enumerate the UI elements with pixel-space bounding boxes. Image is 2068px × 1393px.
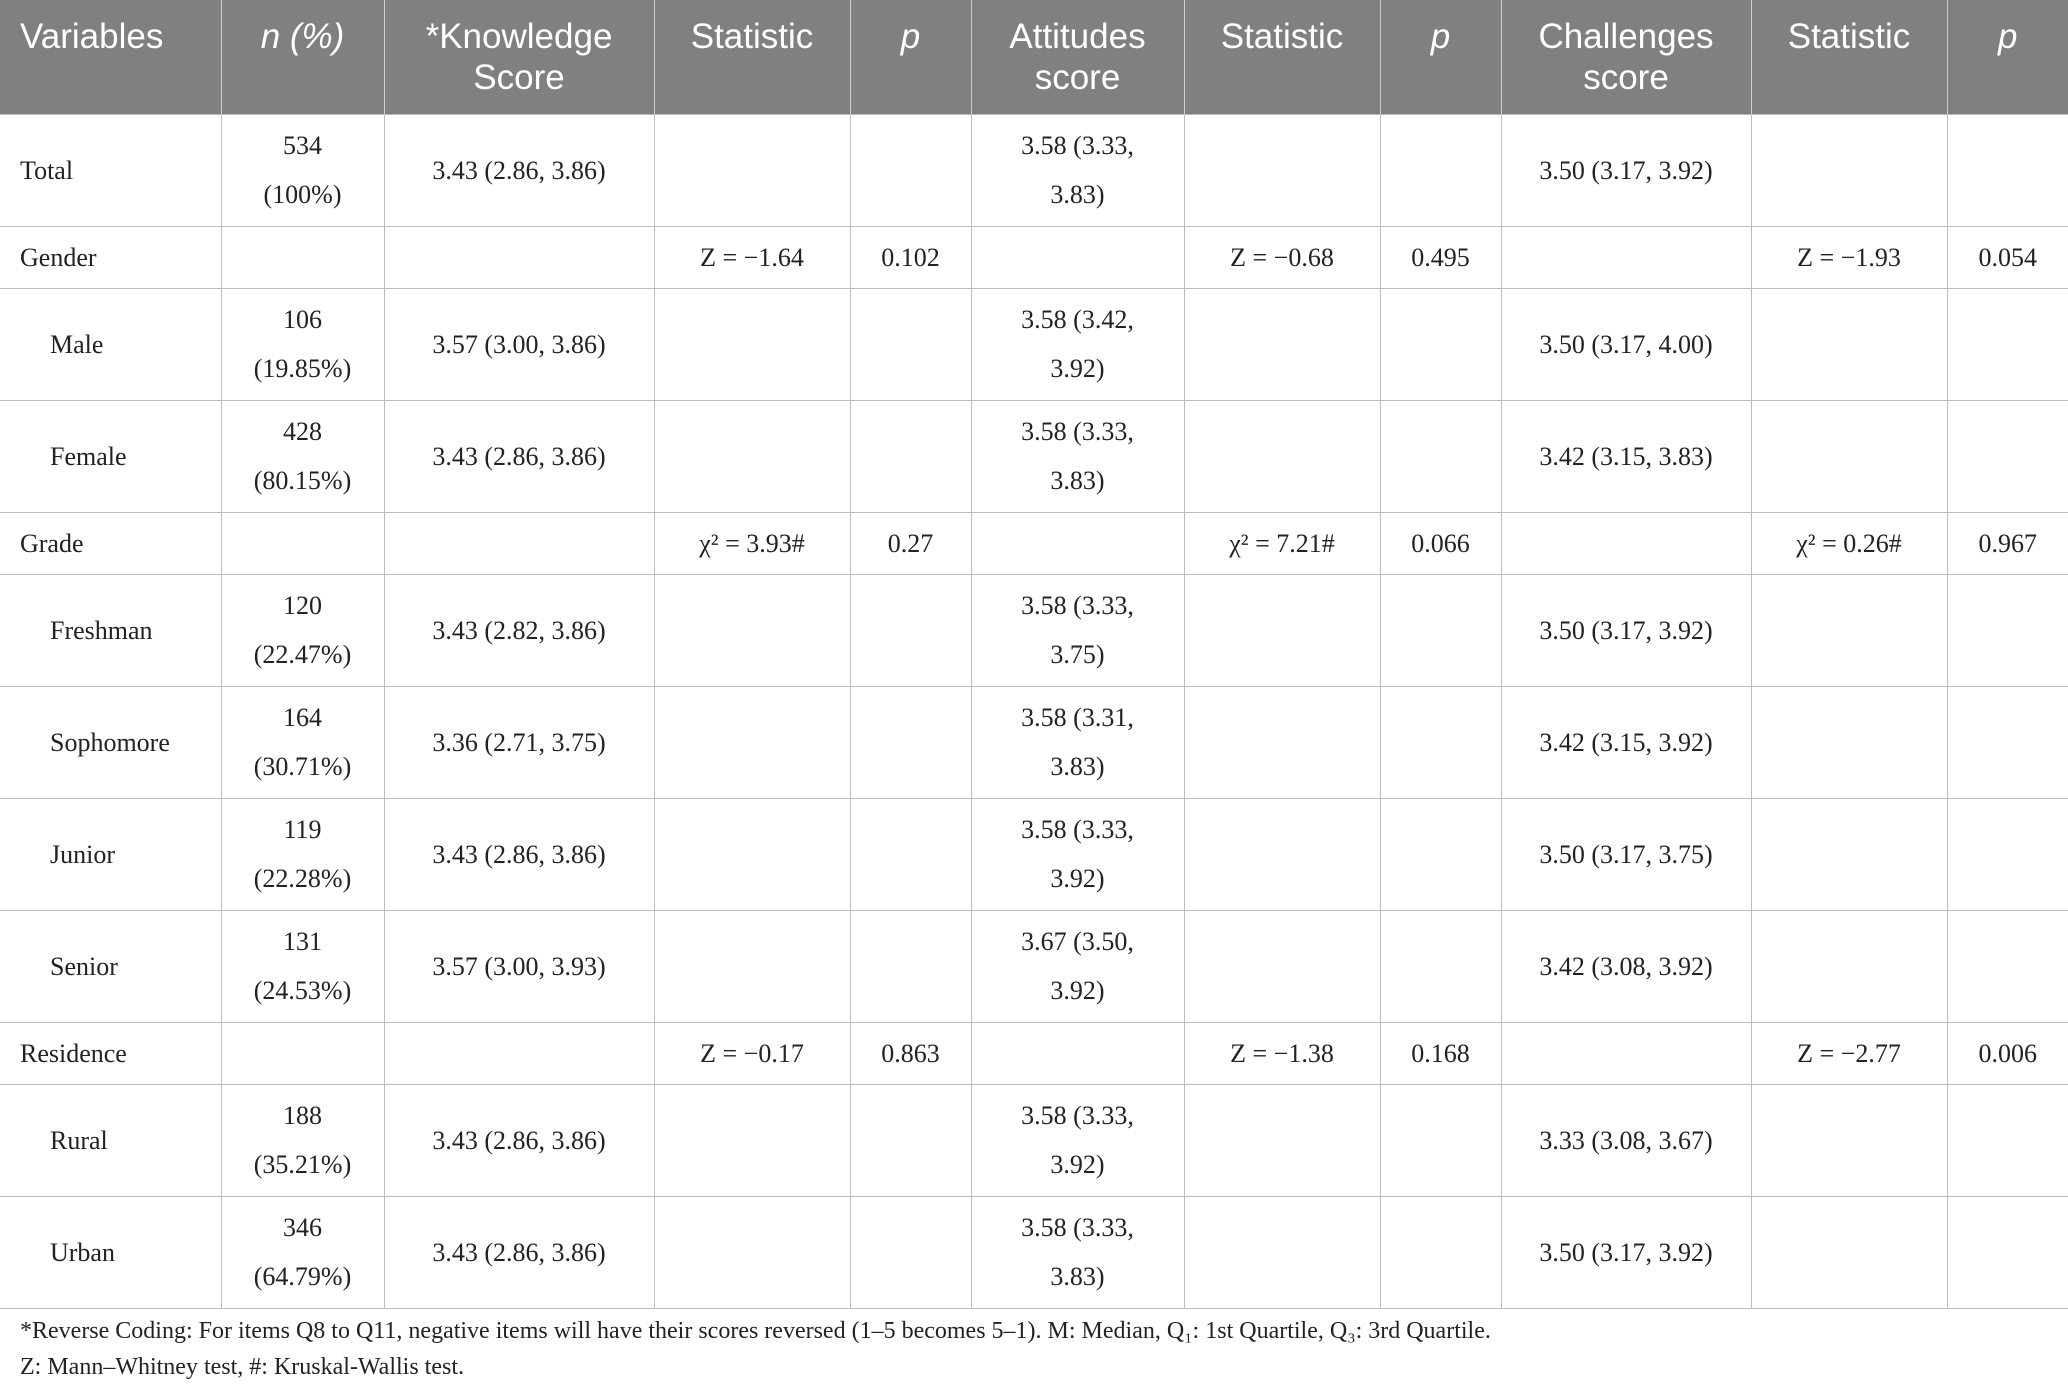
cell-challenges-p-text: 0.967 xyxy=(1978,528,2037,558)
cell-attitudes-score-line-1: 3.58 (3.31, xyxy=(1021,703,1134,732)
cell-n-percent xyxy=(221,114,384,226)
cell-attitudes-statistic xyxy=(1184,1084,1380,1196)
cell-attitudes-statistic xyxy=(1184,226,1380,288)
cell-variable xyxy=(0,798,221,910)
cell-n-percent-line-2: (80.15%) xyxy=(253,466,352,495)
cell-knowledge-statistic xyxy=(654,1196,850,1308)
table-row xyxy=(0,288,2068,400)
cell-attitudes-statistic xyxy=(1184,512,1380,574)
cell-n-percent-line-2: (100%) xyxy=(263,180,342,209)
cell-challenges-score-text: 3.50 (3.17, 3.92) xyxy=(1539,155,1713,185)
cell-attitudes-statistic xyxy=(1184,114,1380,226)
cell-n-percent xyxy=(221,226,384,288)
header-knowledge-statistic: Statistic xyxy=(654,0,850,114)
header-n-percent: n (%) xyxy=(221,0,384,114)
cell-attitudes-score xyxy=(971,226,1184,288)
cell-knowledge-score xyxy=(384,574,654,686)
table-row xyxy=(0,226,2068,288)
cell-attitudes-statistic xyxy=(1184,798,1380,910)
cell-knowledge-p xyxy=(850,400,971,512)
header-knowledge-score: *Knowledge Score xyxy=(384,0,654,114)
table-row xyxy=(0,1196,2068,1308)
cell-n-percent-line-2: (22.28%) xyxy=(253,864,352,893)
cell-knowledge-statistic xyxy=(654,114,850,226)
cell-attitudes-statistic xyxy=(1184,1196,1380,1308)
cell-attitudes-score-line-2: 3.92) xyxy=(1050,1150,1105,1179)
cell-knowledge-score-text: 3.43 (2.86, 3.86) xyxy=(432,1125,606,1155)
cell-attitudes-score-line-2: 3.83) xyxy=(1050,752,1105,781)
cell-knowledge-statistic xyxy=(654,400,850,512)
cell-variable xyxy=(0,1084,221,1196)
cell-attitudes-p-text: 0.495 xyxy=(1411,242,1470,272)
cell-challenges-score xyxy=(1501,1084,1751,1196)
cell-attitudes-score-line-1: 3.58 (3.42, xyxy=(1021,305,1134,334)
cell-knowledge-score-text: 3.43 (2.86, 3.86) xyxy=(432,441,606,471)
header-challenges-score: Challenges score xyxy=(1501,0,1751,114)
cell-attitudes-score xyxy=(971,400,1184,512)
cell-n-percent-line-2: (19.85%) xyxy=(253,354,352,383)
header-attitudes-score: Attitudes score xyxy=(971,0,1184,114)
cell-challenges-score xyxy=(1501,1022,1751,1084)
cell-challenges-statistic xyxy=(1751,512,1947,574)
cell-challenges-p xyxy=(1947,686,2068,798)
cell-attitudes-p xyxy=(1380,288,1501,400)
cell-attitudes-p xyxy=(1380,1196,1501,1308)
table-row xyxy=(0,400,2068,512)
cell-challenges-p xyxy=(1947,1084,2068,1196)
cell-knowledge-score xyxy=(384,226,654,288)
cell-attitudes-statistic xyxy=(1184,288,1380,400)
cell-attitudes-score-line-1: 3.58 (3.33, xyxy=(1021,815,1134,844)
cell-challenges-p xyxy=(1947,114,2068,226)
cell-attitudes-p xyxy=(1380,574,1501,686)
header-row xyxy=(0,0,2068,114)
table-row xyxy=(0,114,2068,226)
cell-challenges-score xyxy=(1501,400,1751,512)
cell-knowledge-statistic xyxy=(654,686,850,798)
cell-knowledge-score xyxy=(384,1196,654,1308)
cell-attitudes-score xyxy=(971,910,1184,1022)
cell-knowledge-statistic xyxy=(654,1022,850,1084)
cell-knowledge-score xyxy=(384,1084,654,1196)
cell-challenges-score xyxy=(1501,1196,1751,1308)
cell-challenges-score xyxy=(1501,226,1751,288)
cell-attitudes-score-line-1: 3.58 (3.33, xyxy=(1021,131,1134,160)
cell-n-percent-line-1: 106 xyxy=(283,305,322,334)
cell-n-percent xyxy=(221,400,384,512)
cell-variable xyxy=(0,910,221,1022)
table-row xyxy=(0,798,2068,910)
cell-attitudes-score-line-2: 3.83) xyxy=(1050,466,1105,495)
cell-challenges-score-text: 3.42 (3.15, 3.92) xyxy=(1539,727,1713,757)
cell-challenges-p xyxy=(1947,226,2068,288)
cell-attitudes-score xyxy=(971,1022,1184,1084)
cell-knowledge-score-text: 3.57 (3.00, 3.93) xyxy=(432,951,606,981)
cell-knowledge-statistic xyxy=(654,1084,850,1196)
cell-challenges-score xyxy=(1501,574,1751,686)
cell-knowledge-statistic xyxy=(654,574,850,686)
cell-variable-text: Freshman xyxy=(50,615,153,645)
cell-attitudes-p xyxy=(1380,226,1501,288)
cell-knowledge-p xyxy=(850,910,971,1022)
header-variables: Variables xyxy=(0,0,221,114)
cell-attitudes-p xyxy=(1380,1084,1501,1196)
cell-attitudes-p-text: 0.066 xyxy=(1411,528,1470,558)
cell-attitudes-score xyxy=(971,798,1184,910)
cell-attitudes-score xyxy=(971,1196,1184,1308)
cell-knowledge-p xyxy=(850,1022,971,1084)
cell-attitudes-score-line-2: 3.83) xyxy=(1050,180,1105,209)
cell-attitudes-p xyxy=(1380,400,1501,512)
cell-challenges-statistic xyxy=(1751,1022,1947,1084)
cell-n-percent-line-1: 346 xyxy=(283,1213,322,1242)
cell-attitudes-statistic-text: Z = −0.68 xyxy=(1230,242,1334,272)
cell-variable-text: Male xyxy=(50,329,104,359)
cell-challenges-score-text: 3.50 (3.17, 3.92) xyxy=(1539,615,1713,645)
cell-variable xyxy=(0,1196,221,1308)
cell-challenges-score xyxy=(1501,686,1751,798)
cell-attitudes-p xyxy=(1380,798,1501,910)
cell-knowledge-score xyxy=(384,512,654,574)
cell-variable xyxy=(0,226,221,288)
header-attitudes-p: p xyxy=(1380,0,1501,114)
cell-knowledge-score-text: 3.43 (2.86, 3.86) xyxy=(432,155,606,185)
cell-knowledge-score-text: 3.57 (3.00, 3.86) xyxy=(432,329,606,359)
cell-n-percent-line-2: (64.79%) xyxy=(253,1262,352,1291)
cell-n-percent-line-2: (30.71%) xyxy=(253,752,352,781)
cell-challenges-statistic-text: χ² = 0.26# xyxy=(1796,528,1902,558)
cell-challenges-statistic xyxy=(1751,114,1947,226)
cell-knowledge-score xyxy=(384,798,654,910)
cell-challenges-statistic-text: Z = −1.93 xyxy=(1797,242,1901,272)
cell-attitudes-score-line-2: 3.83) xyxy=(1050,1262,1105,1291)
cell-challenges-score-text: 3.50 (3.17, 3.92) xyxy=(1539,1237,1713,1267)
header-attitudes-statistic: Statistic xyxy=(1184,0,1380,114)
cell-n-percent-line-1: 164 xyxy=(283,703,322,732)
cell-attitudes-statistic xyxy=(1184,910,1380,1022)
cell-knowledge-statistic xyxy=(654,226,850,288)
cell-attitudes-statistic-text: χ² = 7.21# xyxy=(1229,528,1335,558)
cell-knowledge-p xyxy=(850,1196,971,1308)
cell-knowledge-score xyxy=(384,288,654,400)
cell-attitudes-score xyxy=(971,686,1184,798)
cell-n-percent-line-1: 188 xyxy=(283,1101,322,1130)
cell-challenges-score xyxy=(1501,288,1751,400)
cell-challenges-score xyxy=(1501,910,1751,1022)
cell-attitudes-score xyxy=(971,114,1184,226)
cell-challenges-statistic xyxy=(1751,226,1947,288)
table-row xyxy=(0,574,2068,686)
cell-knowledge-p xyxy=(850,512,971,574)
cell-attitudes-statistic xyxy=(1184,1022,1380,1084)
cell-attitudes-score-line-2: 3.92) xyxy=(1050,354,1105,383)
cell-knowledge-p xyxy=(850,686,971,798)
cell-attitudes-p xyxy=(1380,910,1501,1022)
cell-attitudes-score-line-1: 3.58 (3.33, xyxy=(1021,1101,1134,1130)
cell-challenges-statistic xyxy=(1751,574,1947,686)
cell-knowledge-p-text: 0.863 xyxy=(881,1038,940,1068)
cell-challenges-p-text: 0.006 xyxy=(1978,1038,2037,1068)
cell-attitudes-p-text: 0.168 xyxy=(1411,1038,1470,1068)
cell-variable xyxy=(0,574,221,686)
cell-variable xyxy=(0,1022,221,1084)
cell-challenges-score-text: 3.42 (3.08, 3.92) xyxy=(1539,951,1713,981)
cell-attitudes-p xyxy=(1380,512,1501,574)
cell-n-percent xyxy=(221,798,384,910)
cell-n-percent-line-1: 131 xyxy=(283,927,322,956)
table-row xyxy=(0,512,2068,574)
cell-attitudes-score xyxy=(971,512,1184,574)
cell-challenges-p xyxy=(1947,1196,2068,1308)
table-footnote xyxy=(20,1313,1491,1385)
cell-attitudes-score-line-2: 3.92) xyxy=(1050,864,1105,893)
cell-knowledge-statistic-text: χ² = 3.93# xyxy=(699,528,805,558)
cell-challenges-statistic xyxy=(1751,1084,1947,1196)
cell-challenges-score xyxy=(1501,798,1751,910)
cell-n-percent-line-1: 119 xyxy=(283,815,322,844)
cell-knowledge-p-text: 0.27 xyxy=(887,528,934,558)
cell-knowledge-score xyxy=(384,910,654,1022)
cell-variable-text: Sophomore xyxy=(50,727,170,757)
cell-knowledge-score xyxy=(384,400,654,512)
cell-variable-text: Total xyxy=(20,155,74,185)
cell-knowledge-score-text: 3.43 (2.86, 3.86) xyxy=(432,839,606,869)
cell-challenges-p xyxy=(1947,400,2068,512)
cell-variable xyxy=(0,686,221,798)
cell-knowledge-statistic xyxy=(654,288,850,400)
cell-n-percent-line-2: (22.47%) xyxy=(253,640,352,669)
cell-attitudes-score-line-1: 3.58 (3.33, xyxy=(1021,1213,1134,1242)
cell-challenges-statistic-text: Z = −2.77 xyxy=(1797,1038,1901,1068)
cell-knowledge-p xyxy=(850,1084,971,1196)
cell-n-percent xyxy=(221,910,384,1022)
cell-challenges-p xyxy=(1947,910,2068,1022)
cell-variable-text: Senior xyxy=(50,951,118,981)
cell-knowledge-statistic xyxy=(654,910,850,1022)
cell-variable xyxy=(0,512,221,574)
cell-attitudes-p xyxy=(1380,114,1501,226)
cell-attitudes-statistic xyxy=(1184,686,1380,798)
cell-challenges-score-text: 3.50 (3.17, 3.75) xyxy=(1539,839,1713,869)
cell-challenges-p xyxy=(1947,574,2068,686)
cell-n-percent-line-2: (24.53%) xyxy=(253,976,352,1005)
cell-challenges-p xyxy=(1947,798,2068,910)
cell-attitudes-score-line-2: 3.75) xyxy=(1050,640,1105,669)
cell-knowledge-p xyxy=(850,226,971,288)
cell-n-percent xyxy=(221,512,384,574)
header-knowledge-p: p xyxy=(850,0,971,114)
cell-challenges-statistic xyxy=(1751,910,1947,1022)
cell-variable-text: Residence xyxy=(20,1038,127,1068)
cell-knowledge-statistic-text: Z = −1.64 xyxy=(700,242,804,272)
cell-challenges-score-text: 3.50 (3.17, 4.00) xyxy=(1539,329,1713,359)
cell-knowledge-p-text: 0.102 xyxy=(881,242,940,272)
cell-challenges-score-text: 3.42 (3.15, 3.83) xyxy=(1539,441,1713,471)
cell-attitudes-score-line-1: 3.67 (3.50, xyxy=(1021,927,1134,956)
cell-challenges-p xyxy=(1947,1022,2068,1084)
cell-attitudes-score-line-1: 3.58 (3.33, xyxy=(1021,417,1134,446)
cell-knowledge-score xyxy=(384,114,654,226)
cell-knowledge-score-text: 3.43 (2.82, 3.86) xyxy=(432,615,606,645)
cell-attitudes-score xyxy=(971,288,1184,400)
cell-n-percent-line-2: (35.21%) xyxy=(253,1150,352,1179)
cell-challenges-score xyxy=(1501,512,1751,574)
cell-knowledge-p xyxy=(850,114,971,226)
cell-knowledge-p xyxy=(850,798,971,910)
cell-challenges-score xyxy=(1501,114,1751,226)
cell-knowledge-p xyxy=(850,574,971,686)
cell-attitudes-statistic xyxy=(1184,574,1380,686)
cell-challenges-statistic xyxy=(1751,1196,1947,1308)
cell-challenges-statistic xyxy=(1751,686,1947,798)
cell-attitudes-score xyxy=(971,574,1184,686)
table-row xyxy=(0,1022,2068,1084)
cell-variable-text: Urban xyxy=(50,1237,115,1267)
cell-variable xyxy=(0,400,221,512)
cell-n-percent xyxy=(221,686,384,798)
cell-knowledge-statistic xyxy=(654,798,850,910)
cell-n-percent xyxy=(221,574,384,686)
cell-knowledge-score-text: 3.43 (2.86, 3.86) xyxy=(432,1237,606,1267)
cell-variable xyxy=(0,288,221,400)
cell-attitudes-score-line-2: 3.92) xyxy=(1050,976,1105,1005)
table-row xyxy=(0,686,2068,798)
cell-knowledge-statistic-text: Z = −0.17 xyxy=(700,1038,804,1068)
cell-knowledge-score-text: 3.36 (2.71, 3.75) xyxy=(432,727,606,757)
cell-challenges-p xyxy=(1947,512,2068,574)
cell-attitudes-p xyxy=(1380,686,1501,798)
cell-challenges-statistic xyxy=(1751,288,1947,400)
cell-variable-text: Grade xyxy=(20,528,84,558)
cell-attitudes-score-line-1: 3.58 (3.33, xyxy=(1021,591,1134,620)
header-challenges-statistic: Statistic xyxy=(1751,0,1947,114)
cell-variable xyxy=(0,114,221,226)
cell-challenges-p-text: 0.054 xyxy=(1978,242,2037,272)
cell-n-percent-line-1: 428 xyxy=(283,417,322,446)
header-challenges-p: p xyxy=(1947,0,2068,114)
cell-knowledge-p xyxy=(850,288,971,400)
cell-attitudes-statistic xyxy=(1184,400,1380,512)
cell-challenges-statistic xyxy=(1751,400,1947,512)
cell-n-percent xyxy=(221,1084,384,1196)
cell-challenges-score-text: 3.33 (3.08, 3.67) xyxy=(1539,1125,1713,1155)
cell-challenges-p xyxy=(1947,288,2068,400)
cell-attitudes-score xyxy=(971,1084,1184,1196)
table-row xyxy=(0,1084,2068,1196)
cell-knowledge-score xyxy=(384,686,654,798)
cell-variable-text: Junior xyxy=(50,839,115,869)
cell-challenges-statistic xyxy=(1751,798,1947,910)
cell-variable-text: Female xyxy=(50,441,127,471)
table-row xyxy=(0,910,2068,1022)
footnote-line-2: Z: Mann–Whitney test, #: Kruskal-Wallis test. xyxy=(20,1354,464,1380)
cell-n-percent-line-1: 534 xyxy=(283,131,322,160)
cell-variable-text: Gender xyxy=(20,242,97,272)
cell-knowledge-statistic xyxy=(654,512,850,574)
cell-n-percent-line-1: 120 xyxy=(283,591,322,620)
cell-attitudes-statistic-text: Z = −1.38 xyxy=(1230,1038,1334,1068)
cell-attitudes-p xyxy=(1380,1022,1501,1084)
cell-knowledge-score xyxy=(384,1022,654,1084)
cell-n-percent xyxy=(221,1196,384,1308)
cell-n-percent xyxy=(221,288,384,400)
table-body xyxy=(0,114,2068,1308)
cell-n-percent xyxy=(221,1022,384,1084)
footnote-line-1: *Reverse Coding: For items Q8 to Q11, negative items will have their scores reversed (1–5 becomes 5–1). M: Median, Q₁: 1st Quartile, Q₃: 3rd Quartile. xyxy=(20,1318,1491,1344)
cell-variable-text: Rural xyxy=(50,1125,108,1155)
